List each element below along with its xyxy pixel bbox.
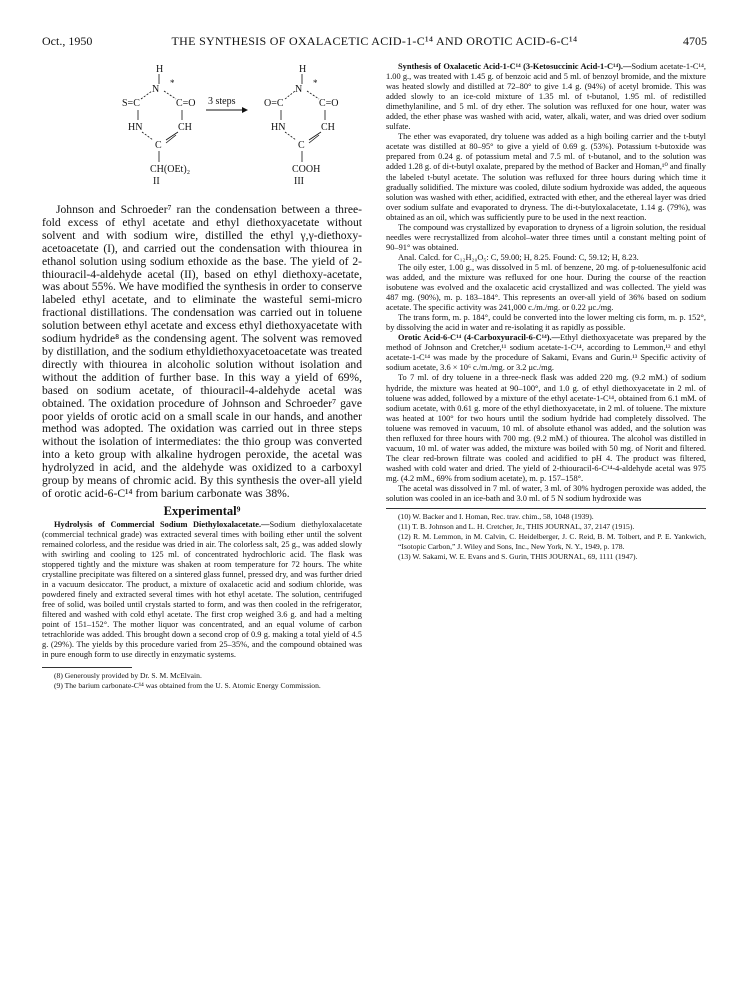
- arrow-label: 3 steps: [208, 96, 236, 107]
- svg-text:H: H: [156, 64, 164, 75]
- svg-text:N: N: [152, 84, 160, 95]
- introduction-text: [42, 204, 362, 501]
- reference: (12) R. M. Lemmon, in M. Calvin, C. Heidelberger, J. C. Reid, B. M. Tolbert, and P. E. Yankwich, “Isotopic Carbon,” J. Wiley and Sons, Inc., New York, N. Y., 1949, p. 178.: [398, 532, 706, 551]
- svg-text:CH: CH: [178, 122, 192, 133]
- reaction-scheme: [42, 62, 362, 204]
- left-column: [42, 62, 362, 691]
- reference: (10) W. Backer and I. Homan, Rec. trav. chim., 58, 1048 (1939).: [398, 512, 594, 522]
- svg-text:C: C: [298, 140, 305, 151]
- svg-text:H: H: [299, 64, 307, 75]
- references: [386, 508, 706, 561]
- paragraph: To 7 ml. of dry toluene in a three-neck flask was added 220 mg. (9.2 mM.) of sodium hydride, the mixture was heated at 90–100°, and 1.0 g. of ethyl diethoxyacetate in 2 ml. of toluene was added, followed by a mixture of the ethyl acetate-1-C¹⁴, obtained from 6.1 mM. of sodium acetate, with 0.61 g. more of the ethyl diethoxyacetate, in 2 ml. of toluene. The mixture was heated at 100° for two hours until the sodium hydride had completely dissolved. The toluene was removed in vacuum, 10 ml. of absolute ethanol was added, and the solution was then refluxed for three hours with 700 mg. (9.2 mM.) of thiourea. The alcohol was distilled in vacuum, 10 ml. of water was added, the mixture was boiled with 50 mg. of Norit and filtered. The clear red-brown filtrate was cooled and acidified to pH 4. The product was filtered, washed with cold water and dried. The yield of 2-thiouracil-6-C¹⁴-4-aldehyde acetal was 975 mg. (4.2 mM., 69% from sodium acetate), m. p. 157–158°.: [386, 373, 706, 483]
- paragraph-body: Sodium diethyloxalacetate (commercial technical grade) was extracted several times with boiling ether until the solvent remained colorless, and the residue was dried in air. The colorless salt, 25 g., was added slowly with swirling and cooling to 125 ml. of concentrated hydrochloric acid. The flask was stoppered tightly and the mixture was shaken at room temperature for 72 hours. The white crystalline precipitate was filtered on a sintered glass funnel, pressed dry, and was further dried in a vacuum desiccator. The product, a mixture of oxalacetic acid and sodium chloride, was powdered finely and extracted several times with hot ethyl acetate. The solution, centrifuged free of solid, was boiled until crystals started to form, and was then cooled in the refrigerator, filtered and washed with cold ethyl acetate. The first crop weighed 3.6 g. and had a melting point of 151–152°. The mother liquor was concentrated, and an equal volume of carbon tetrachloride was added. This brought down a second crop of 0.9 g. making a total yield of 4.5 g. (29%). The yields by this procedure varied from 25–35%, and the compound obtained was in pure enough form to use directly in enzymatic systems.: [42, 519, 362, 660]
- svg-text:HN: HN: [271, 122, 286, 133]
- header-title: THE SYNTHESIS OF OXALACETIC ACID-1-C¹⁴ AND OROTIC ACID-6-C¹⁴: [171, 34, 578, 48]
- reference: (11) T. B. Johnson and L. H. Cretcher, Jr., THIS JOURNAL, 37, 2147 (1915).: [398, 522, 635, 532]
- experimental-heading: Experimental⁹: [163, 503, 241, 518]
- right-column: [386, 62, 706, 562]
- paragraph: The compound was crystallized by evaporation to dryness of a ligroin solution, the residual needles were recrystallized from alcohol–water three times until a constant melting point of 90–91° was obtained.: [386, 222, 706, 252]
- analysis-line: Anal. Calcd. for C₁₂H₂₀O₅: C, 59.00; H, 8.25. Found: C, 59.12; H, 8.23.: [398, 252, 639, 262]
- paragraph-body: Ethyl diethoxyacetate was prepared by the method of Johnson and Cretcher,¹¹ sodium acetate-1-C¹⁴, according to Lemmon,¹² and ethyl acetate-1-C¹⁴ was made by the procedure of Sakami, Evans and Gurin.¹³ Specific activity of sodium acetate, 3.6 × 10⁶ c./m./mg. or 3.2 μc./mg.: [386, 333, 706, 373]
- paragraph: [42, 520, 362, 661]
- svg-text:CH: CH: [321, 122, 335, 133]
- svg-text:C=O: C=O: [319, 98, 339, 109]
- svg-text:*: *: [313, 78, 318, 88]
- footnotes: [42, 671, 362, 690]
- compound-II-substituent: CH(OEt)₂: [150, 164, 191, 175]
- svg-text:C: C: [155, 140, 162, 151]
- reaction-scheme-drawing: [42, 62, 362, 204]
- compound-III-substituent: COOH: [292, 164, 321, 175]
- paragraph: The acetal was dissolved in 7 ml. of water, 3 ml. of 30% hydrogen peroxide was added, the solution was cooled in an ice-bath and 3.0 ml. of 5 N sodium hydroxide was: [386, 483, 706, 504]
- svg-text:*: *: [170, 78, 175, 88]
- svg-text:N: N: [295, 84, 303, 95]
- footnote: (9) The barium carbonate-C¹⁴ was obtained from the U. S. Atomic Energy Commission.: [54, 680, 321, 690]
- svg-text:HN: HN: [128, 122, 143, 133]
- compound-III-number: III: [294, 176, 304, 187]
- page-header: [42, 34, 707, 52]
- paragraph: The trans form, m. p. 184°, could be converted into the lower melting cis form, m. p. 152°, by dissolving the acid in water and re-isolating it as rapidly as possible.: [386, 313, 706, 333]
- footnote-divider: [42, 667, 132, 668]
- paragraph-body: Sodium acetate-1-C¹⁴, 1.00 g., was treated with 1.45 g. of benzoic acid and 5 ml. of benzoyl bromide, and the mixture was heated slowly and distilled at 72–80° to give 1.4 g. (94%) of acetyl bromide. This was added slowly to an ice-cold mixture of 1.35 ml. of t-butanol, 1.95 ml. of redistilled dimethylaniline, and 5 ml. of dry ether. The solution was refluxed for one hour, water was added, the ether phase was washed with acid, water, alkali, water, and was dried over sodium sulfate.: [386, 62, 706, 132]
- paragraph: The oily ester, 1.00 g., was dissolved in 5 ml. of benzene, 20 mg. of p-toluenesulfonic acid was added, and the mixture was refluxed for one hour. During the course of the reaction isobutene was evolved and the oxalacetic acid crystallized and was collected. The yield was 487 mg. (90%), m. p. 183–184°. This represents an over-all yield of 36% based on sodium acetate. The specific activity was 241,000 c./m./mg. or 0.22 μc./mg.: [386, 262, 706, 313]
- compound-III-structure: [264, 64, 339, 162]
- svg-text:O=C: O=C: [264, 98, 284, 109]
- page-number: 4705: [683, 34, 707, 48]
- footnote: (8) Generously provided by Dr. S. M. McElvain.: [54, 670, 202, 680]
- experimental-left: [42, 520, 362, 661]
- subsection-title: Synthesis of Oxalacetic Acid-1-C¹⁴ (3-Ketosuccinic Acid-1-C¹⁴).—: [398, 62, 632, 71]
- header-date: Oct., 1950: [42, 34, 93, 48]
- paragraph: Johnson and Schroeder⁷ ran the condensation between a three-fold excess of ethyl acetate and ethyl diethoxyacetate without solvent and with sodium wire, distilled the ethyl γ,γ-diethoxy-acetoacetate (I), and carried out the condensation with thiourea in ethanol solution using sodium ethoxide as the base. The yield of 2-thiouracil-4-aldehyde acetal (II), based on ethyl diethoxy-acetate, was about 55%. We have modified the synthesis in order to conserve labeled ethyl acetate, and to eliminate the wasteful semi-micro fractional distillations. The condensation was carried out in toluene solution between ethyl acetate and excess ethyl diethoxyacetate with sodium hydride⁸ as the condensing agent. The solvent was removed by distillation, and the sodium ethyldiethoxyacetoacetate was treated directly with thiourea in alcoholic solution without isolation and without the addition of further base. In this way a yield of 69%, based on sodium acetate, of thiouracil-4-aldehyde acetal was obtained. The oxidation procedure of Johnson and Schroeder⁷ gave poor yields of orotic acid on a small scale in our hands, and another method was adopted. The oxidation was carried out in three steps without the isolation of intermediates: the thio group was converted into a keto group with alkaline hydrogen peroxide, the acetal was hydrolyzed in acid, and the aldehyde was oxidized to a carboxyl group by means of chromic acid. By this synthesis the over-all yield of orotic acid-6-C¹⁴ from barium carbonate was 38%.: [42, 203, 362, 500]
- subsection-title: Hydrolysis of Commercial Sodium Diethyloxalacetate.—: [54, 519, 270, 529]
- compound-II-structure: [122, 64, 196, 162]
- compound-II-number: II: [153, 176, 160, 187]
- reaction-arrow: [206, 107, 248, 113]
- reference: (13) W. Sakami, W. E. Evans and S. Gurin, THIS JOURNAL, 69, 1111 (1947).: [398, 551, 638, 561]
- subsection-title: Orotic Acid-6-C¹⁴ (4-Carboxyuracil-6-C¹⁴).—: [398, 333, 560, 343]
- paragraph: [386, 333, 706, 373]
- svg-text:C=O: C=O: [176, 98, 196, 109]
- paragraph: [386, 62, 706, 132]
- svg-text:S=C: S=C: [122, 98, 140, 109]
- paragraph: The ether was evaporated, dry toluene was added as a high boiling carrier and the t-butyl acetate was distilled at 80–95° to give a yield of 0.69 g. (53%). Potassium t-butoxide was prepared from 0.24 g. of potassium metal and 7.5 ml. of t-butanol, and to the solution was added 1.28 g. of di-t-butyl oxalate, prepared by the method of Backer and Homan,¹⁰ and finally the labeled t-butyl acetate. The solution was refluxed for three hours during which time it gradually solidified. The mixture was cooled, dilute sodium hydroxide was added, the aqueous solution was washed with ether, acidified, extracted with ether, and the ethereal layer was dried over sodium sulfate and evaporated to dryness. The di-t-butyloxalacetate, 1.14 g. (79%), was obtained as an oil, which was sufficiently pure to be used in the next reaction.: [386, 132, 706, 222]
